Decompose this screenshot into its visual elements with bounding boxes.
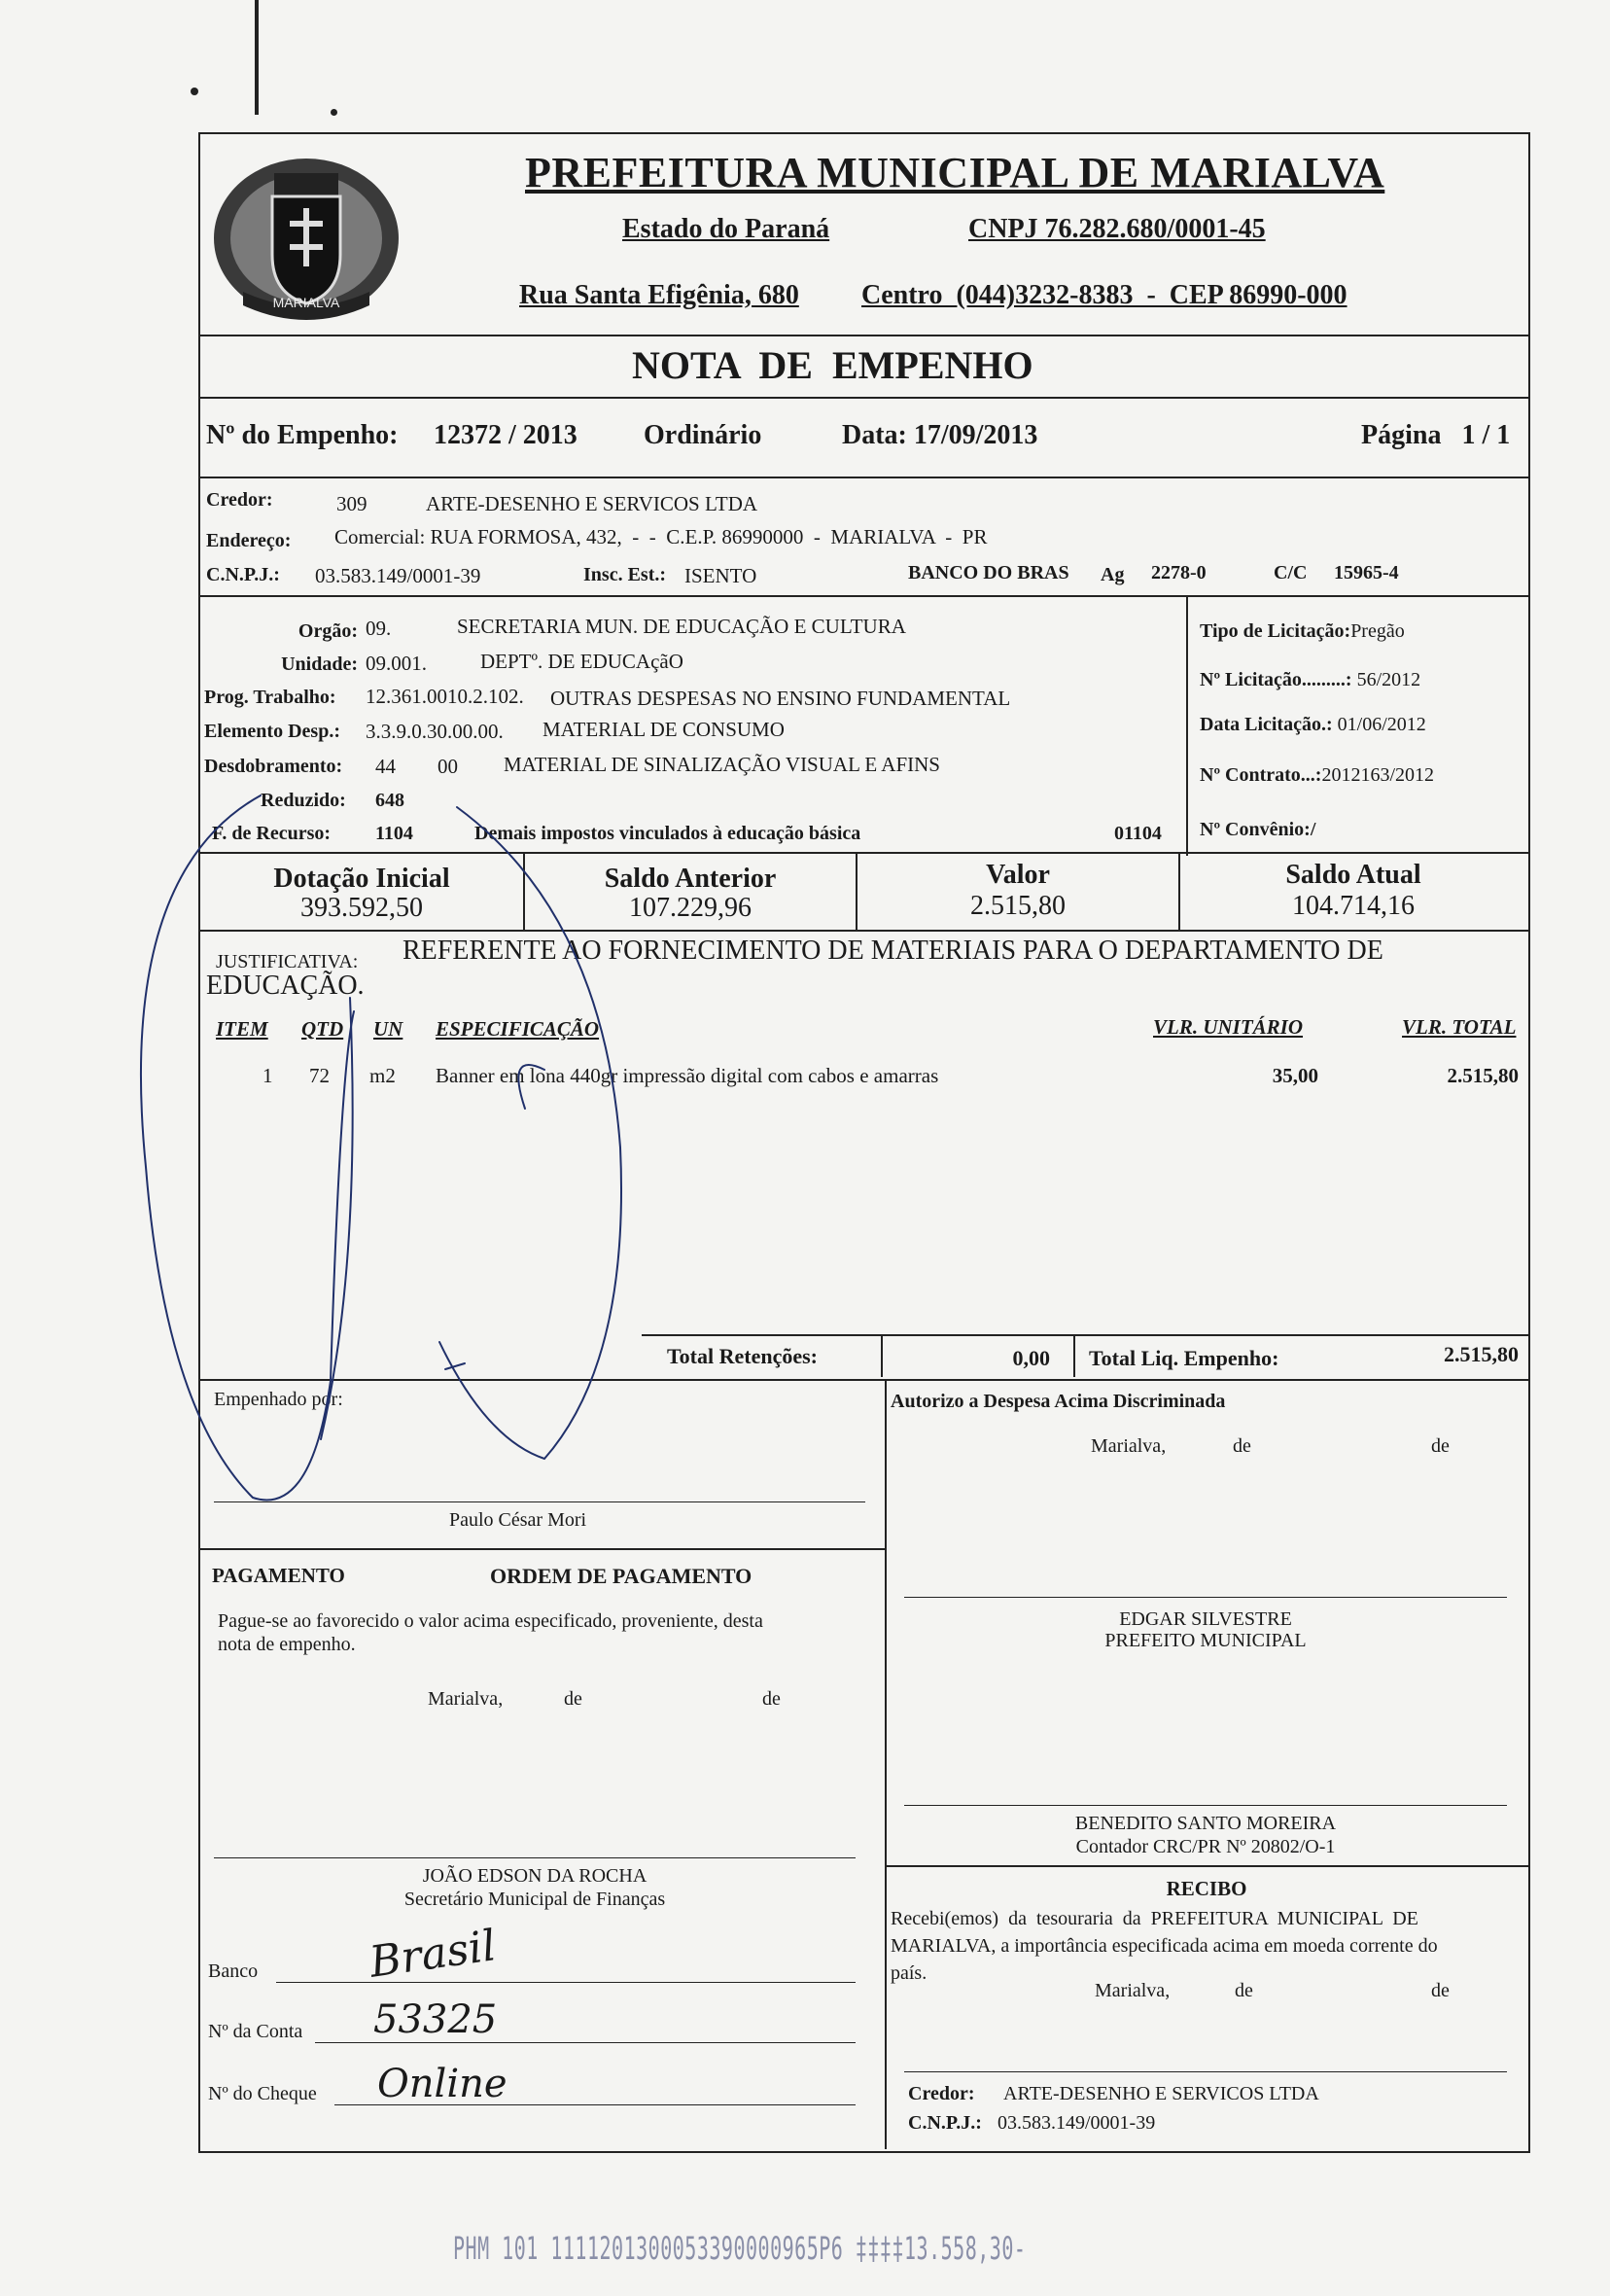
conta-label: Nº da Conta xyxy=(208,2021,303,2042)
insc-value: ISENTO xyxy=(684,564,757,587)
document-title: NOTA DE EMPENHO xyxy=(632,343,1033,387)
orgao-name: SECRETARIA MUN. DE EDUCAÇÃO E CULTURA xyxy=(457,615,906,638)
tipo-licitacao: Tipo de Licitação:Pregão xyxy=(1200,620,1405,642)
page-number: Página 1 / 1 xyxy=(1361,420,1511,450)
pagamento-de: de xyxy=(762,1688,781,1710)
liquido-label: Total Liq. Empenho: xyxy=(1089,1346,1279,1370)
recibo-de: de xyxy=(1235,1980,1253,2001)
prefeito-nome: EDGAR SILVESTRE xyxy=(1119,1608,1292,1630)
row-unit: 35,00 xyxy=(1272,1064,1318,1087)
col-vlr-total: VLR. TOTAL xyxy=(1402,1015,1517,1039)
row-spec: Banner em lona 440gr impressão digital com cabos e amarras xyxy=(436,1064,939,1087)
ordem-pagamento-title: ORDEM DE PAGAMENTO xyxy=(490,1564,752,1588)
header-district-phone: Centro (044)3232-8383 - CEP 86990-000 xyxy=(861,280,1348,310)
autorizo-de: de xyxy=(1431,1435,1450,1457)
credor-address: Comercial: RUA FORMOSA, 432, - - C.E.P. 86990000 - MARIALVA - PR xyxy=(334,525,988,548)
secretario-cargo: Secretário Municipal de Finanças xyxy=(403,1889,666,1910)
header-address: Rua Santa Efigênia, 680 xyxy=(519,280,799,310)
saldo-anterior-value: 107.229,96 xyxy=(629,893,752,923)
contador-nome: BENEDITO SANTO MOREIRA xyxy=(1074,1813,1337,1834)
col-vlr-unitario: VLR. UNITÁRIO xyxy=(1153,1015,1304,1039)
banco-label: Banco xyxy=(208,1960,259,1982)
fonte-label: F. de Recurso: xyxy=(212,823,332,844)
insc-label: Insc. Est.: xyxy=(583,564,667,585)
row-qtd: 72 xyxy=(309,1064,330,1087)
empenhado-por-label: Empenhado por: xyxy=(214,1389,343,1410)
valor-value: 2.515,80 xyxy=(970,891,1066,921)
reduzido-value: 648 xyxy=(375,790,404,811)
elemento-label: Elemento Desp.: xyxy=(204,721,340,742)
empenho-date: Data: 17/09/2013 xyxy=(842,420,1038,450)
recibo-marialva: Marialva, xyxy=(1095,1980,1171,2001)
state-name: Estado do Paraná xyxy=(622,214,830,244)
recibo-de: de xyxy=(1431,1980,1450,2001)
cnpj-label: C.N.P.J.: xyxy=(206,564,280,585)
elemento-code: 3.3.9.0.30.00.00. xyxy=(366,720,504,743)
credor-name: ARTE-DESENHO E SERVICOS LTDA xyxy=(426,492,758,515)
orgao-label: Orgão: xyxy=(298,620,358,642)
fonte-code: 1104 xyxy=(375,823,413,844)
valor-label: Valor xyxy=(986,860,1050,890)
banco-handwritten: Brasil xyxy=(367,1921,500,1988)
recibo-title: RECIBO xyxy=(1166,1877,1247,1900)
barcode-text: PHM 101 1111201300053390000965P6 ‡‡‡‡13.558,30- xyxy=(453,2229,1027,2268)
empenho-number: 12372 / 2013 xyxy=(434,420,578,450)
fonte-name: Demais impostos vinculados à educação básica xyxy=(474,823,861,844)
header-cnpj: CNPJ 76.282.680/0001-45 xyxy=(968,214,1266,244)
elemento-name: MATERIAL DE CONSUMO xyxy=(542,718,785,741)
empenho-type: Ordinário xyxy=(644,420,762,450)
prefeito-cargo: PREFEITO MUNICIPAL xyxy=(1104,1630,1307,1651)
justificativa-text-line1: REFERENTE AO FORNECIMENTO DE MATERIAIS PARA O DEPARTAMENTO DE xyxy=(402,936,1383,966)
cc-value: 15965-4 xyxy=(1334,562,1399,583)
address-label: Endereço: xyxy=(206,530,292,551)
row-item: 1 xyxy=(262,1064,273,1087)
autorizo-de: de xyxy=(1233,1435,1251,1457)
conta-handwritten: 53325 xyxy=(373,1997,498,2042)
fonte-num: 01104 xyxy=(1114,823,1162,844)
numero-convenio: Nº Convênio:/ xyxy=(1200,819,1316,840)
saldo-atual-value: 104.714,16 xyxy=(1292,891,1415,921)
unidade-label: Unidade: xyxy=(281,653,358,675)
empenho-number-label: Nº do Empenho: xyxy=(206,420,399,450)
ag-label: Ag xyxy=(1101,564,1125,585)
data-licitacao: Data Licitação.: 01/06/2012 xyxy=(1200,714,1426,735)
ag-value: 2278-0 xyxy=(1151,562,1207,583)
justificativa-label: JUSTIFICATIVA: xyxy=(216,951,359,972)
recibo-text-line1: Recebi(emos) da tesouraria da PREFEITURA MUNICIPAL DE xyxy=(891,1908,1418,1929)
saldo-anterior-label: Saldo Anterior xyxy=(604,864,777,894)
recibo-credor-nome: ARTE-DESENHO E SERVICOS LTDA xyxy=(1003,2083,1319,2104)
credor-label: Credor: xyxy=(206,489,273,511)
recibo-credor-label: Credor: xyxy=(908,2083,975,2104)
prog-name: OUTRAS DESPESAS NO ENSINO FUNDAMENTAL xyxy=(550,687,1011,710)
row-un: m2 xyxy=(369,1064,396,1087)
autorizo-marialva: Marialva, xyxy=(1091,1435,1167,1457)
secretario-nome: JOÃO EDSON DA ROCHA xyxy=(422,1865,648,1887)
recibo-text-line3: país. xyxy=(891,1962,928,1984)
liquido-value: 2.515,80 xyxy=(1444,1342,1519,1366)
pagamento-de: de xyxy=(564,1688,582,1710)
dotacao-value: 393.592,50 xyxy=(300,893,423,923)
recibo-cnpj: 03.583.149/0001-39 xyxy=(998,2112,1156,2134)
unidade-name: DEPTº. DE EDUCAçãO xyxy=(480,650,683,673)
dotacao-label: Dotação Inicial xyxy=(273,864,450,894)
desdobramento-code: 44 xyxy=(375,755,396,778)
empenhado-nome: Paulo César Mori xyxy=(449,1509,587,1531)
justificativa-text-line2: EDUCAÇÃO. xyxy=(206,971,365,1001)
contador-cargo: Contador CRC/PR Nº 20802/O-1 xyxy=(1075,1836,1336,1857)
numero-contrato: Nº Contrato...:2012163/2012 xyxy=(1200,764,1435,786)
retencoes-label: Total Retenções: xyxy=(667,1344,818,1368)
numero-licitacao: Nº Licitação.........: 56/2012 xyxy=(1200,669,1421,690)
row-total: 2.515,80 xyxy=(1447,1064,1519,1087)
svg-text:MARIALVA: MARIALVA xyxy=(272,295,340,310)
credor-cnpj: 03.583.149/0001-39 xyxy=(315,564,481,587)
col-especificacao: ESPECIFICAÇÃO xyxy=(436,1017,600,1041)
desdobramento-sub: 00 xyxy=(438,755,458,778)
pague-text-line1: Pague-se ao favorecido o valor acima especificado, proveniente, desta xyxy=(218,1610,763,1632)
recibo-text-line2: MARIALVA, a importância especificada acima em moeda corrente do xyxy=(891,1935,1438,1957)
reduzido-label: Reduzido: xyxy=(261,790,346,811)
desdobramento-name: MATERIAL DE SINALIZAÇÃO VISUAL E AFINS xyxy=(504,753,940,776)
orgao-code: 09. xyxy=(366,617,392,640)
cc-label: C/C xyxy=(1274,562,1308,583)
prog-code: 12.361.0010.2.102. xyxy=(366,685,524,708)
saldo-atual-label: Saldo Atual xyxy=(1285,860,1421,890)
bank-name: BANCO DO BRAS xyxy=(908,562,1069,583)
recibo-cnpj-label: C.N.P.J.: xyxy=(908,2112,982,2134)
col-qtd: QTD xyxy=(301,1017,344,1041)
prog-label: Prog. Trabalho: xyxy=(204,687,336,708)
pagamento-title: PAGAMENTO xyxy=(212,1564,345,1587)
col-un: UN xyxy=(373,1017,403,1041)
cheque-handwritten: Online xyxy=(377,2062,508,2106)
autorizo-label: Autorizo a Despesa Acima Discriminada xyxy=(891,1391,1226,1412)
retencoes-value: 0,00 xyxy=(1012,1346,1050,1370)
desdobramento-label: Desdobramento: xyxy=(204,756,343,777)
cheque-label: Nº do Cheque xyxy=(208,2083,317,2104)
pague-text-line2: nota de empenho. xyxy=(218,1634,356,1655)
page-title: PREFEITURA MUNICIPAL DE MARIALVA xyxy=(525,149,1385,196)
credor-code: 309 xyxy=(336,492,368,515)
pagamento-marialva: Marialva, xyxy=(428,1688,504,1710)
col-item: ITEM xyxy=(216,1017,268,1041)
unidade-code: 09.001. xyxy=(366,652,427,675)
